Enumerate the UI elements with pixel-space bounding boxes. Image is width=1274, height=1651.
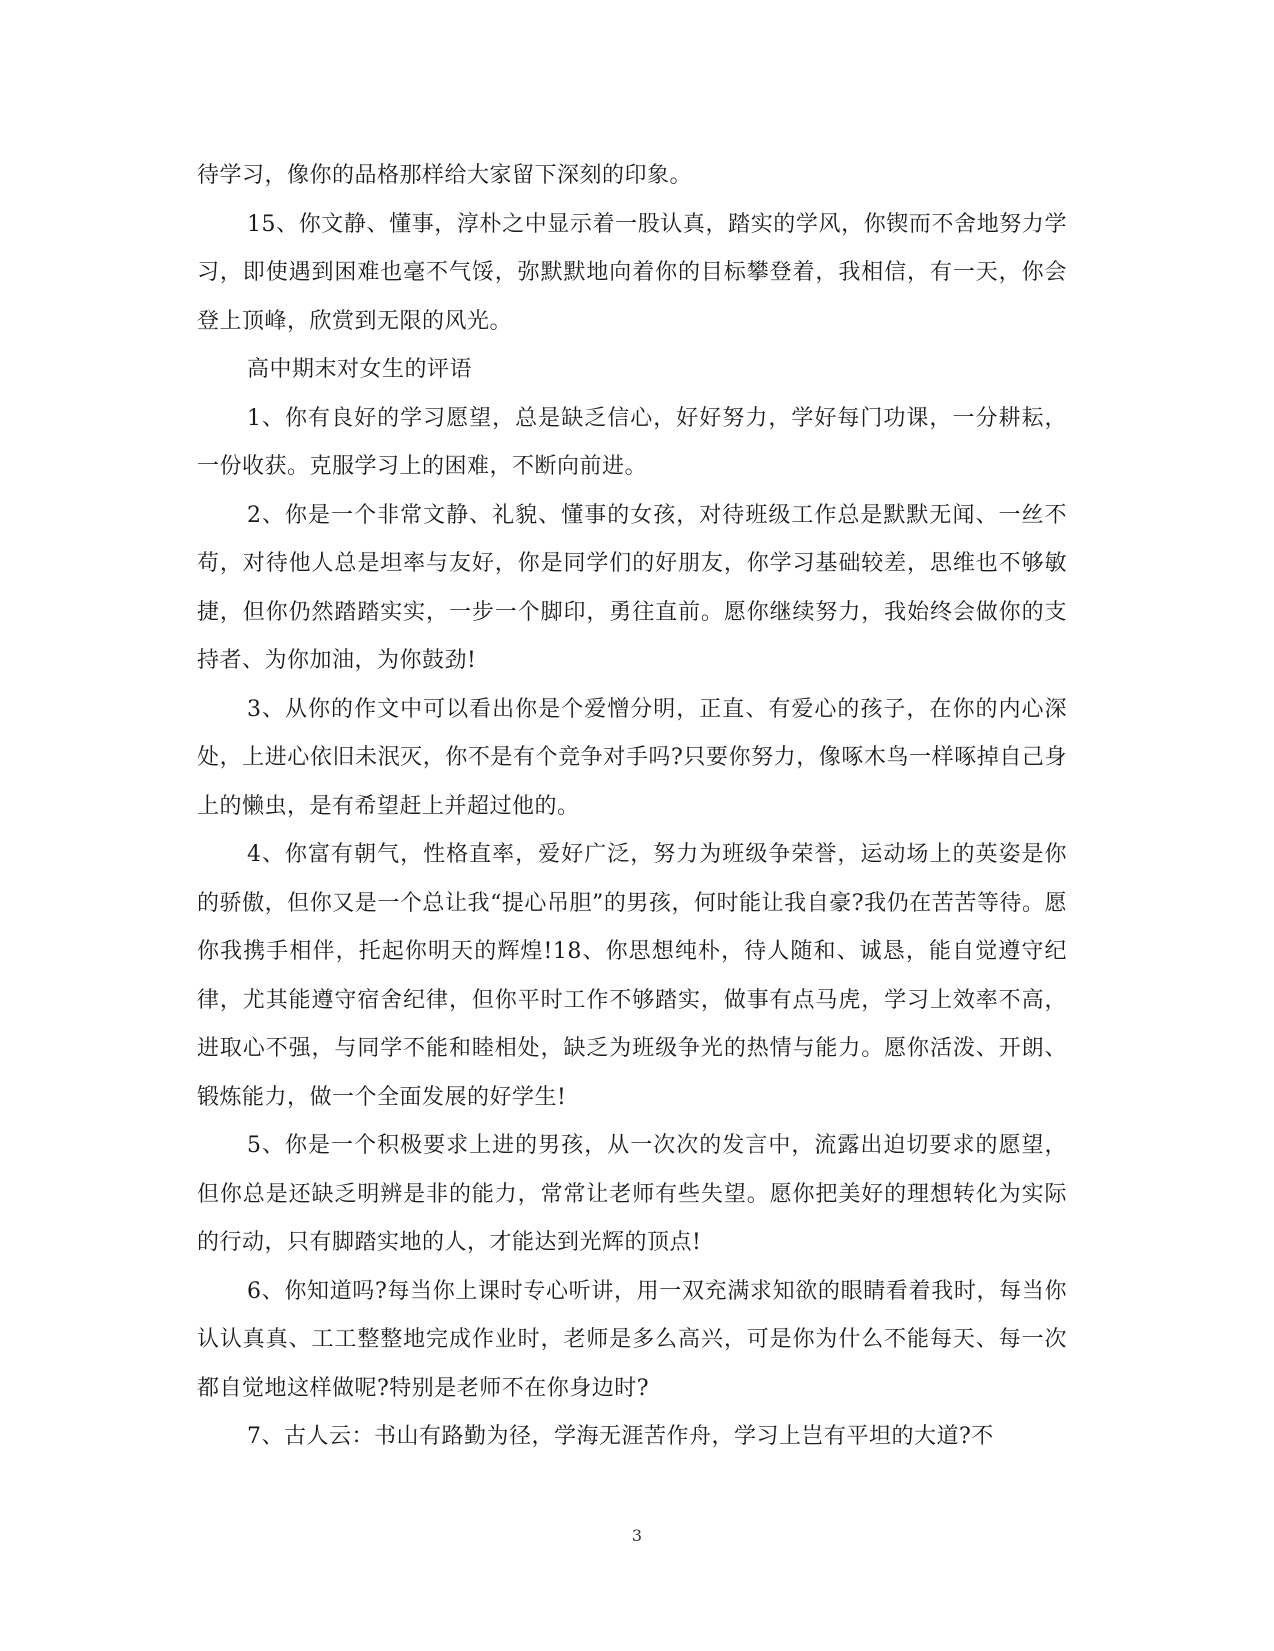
- paragraph-comment-7: 7、古人云：书山有路勤为径，学海无涯苦作舟，学习上岂有平坦的大道?不: [247, 1424, 994, 1449]
- paragraph-comment-2: 2、你是一个非常文静、礼貌、懂事的女孩，对待班级工作总是默默无闻、一丝不苟，对待他人总是坦率与友好，你是同学们的好朋友，你学习基础较差，思维也不够敏捷，但你仍然踏踏实实，一步一个脚印，勇往直前。愿你继续努力，我始终会做你的支持者、为你加油，为你鼓劲!: [197, 502, 1067, 673]
- paragraph-comment-15: 15、你文静、懂事，淳朴之中显示着一股认真，踏实的学风，你锲而不舍地努力学习，即使遇到困难也毫不气馁，弥默默地向着你的目标攀登着，我相信，有一天，你会登上顶峰，欣赏到无限的风光。: [197, 211, 1067, 334]
- paragraph-continuation: 待学习，像你的品格那样给大家留下深刻的印象。: [197, 163, 693, 188]
- paragraph-comment-1: 1、你有良好的学习愿望，总是缺乏信心，好好努力，学好每门功课，一分耕耘，一份收获。克服学习上的困难，不断向前进。: [197, 405, 1067, 479]
- paragraph-comment-5: 5、你是一个积极要求上进的男孩，从一次次的发言中，流露出迫切要求的愿望，但你总是还缺乏明辨是非的能力，常常让老师有些失望。愿你把美好的理想转化为实际的行动，只有脚踏实地的人，才能达到光辉的顶点!: [197, 1133, 1067, 1255]
- page-number: 3: [631, 1526, 643, 1545]
- paragraph-comment-3: 3、从你的作文中可以看出你是个爱憎分明，正直、有爱心的孩子，在你的内心深处，上进心依旧未泯灭，你不是有个竞争对手吗?只要你努力，像啄木鸟一样啄掉自己身上的懒虫，是有希望赶上并超过他的。: [197, 696, 1067, 819]
- paragraph-comment-4: 4、你富有朝气，性格直率，爱好广泛，努力为班级争荣誉，运动场上的英姿是你的骄傲，但你又是一个总让我“提心吊胆”的男孩，何时能让我自豪?我仍在苦苦等待。愿你我携手相伴，托起你明天的辉煌!18、你思想纯朴，待人随和、诚恳，能自觉遵守纪律，尤其能遵守宿舍纪律，但你平时工作不够踏实，做事有点马虎，学习上效率不高，进取心不强，与同学不能和睦相处，缺乏为班级争光的热情与能力。愿你活泼、开朗、锻炼能力，做一个全面发展的好学生!: [197, 842, 1067, 1110]
- paragraph-comment-6: 6、你知道吗?每当你上课时专心听讲，用一双充满求知欲的眼睛看着我时，每当你认认真真、工工整整地完成作业时，老师是多么高兴，可是你为什么不能每天、每一次都自觉地这样做呢?特别是老师不在你身边时?: [197, 1278, 1067, 1401]
- document-body: [197, 152, 1067, 1462]
- section-heading: 高中期末对女生的评语: [247, 357, 473, 382]
